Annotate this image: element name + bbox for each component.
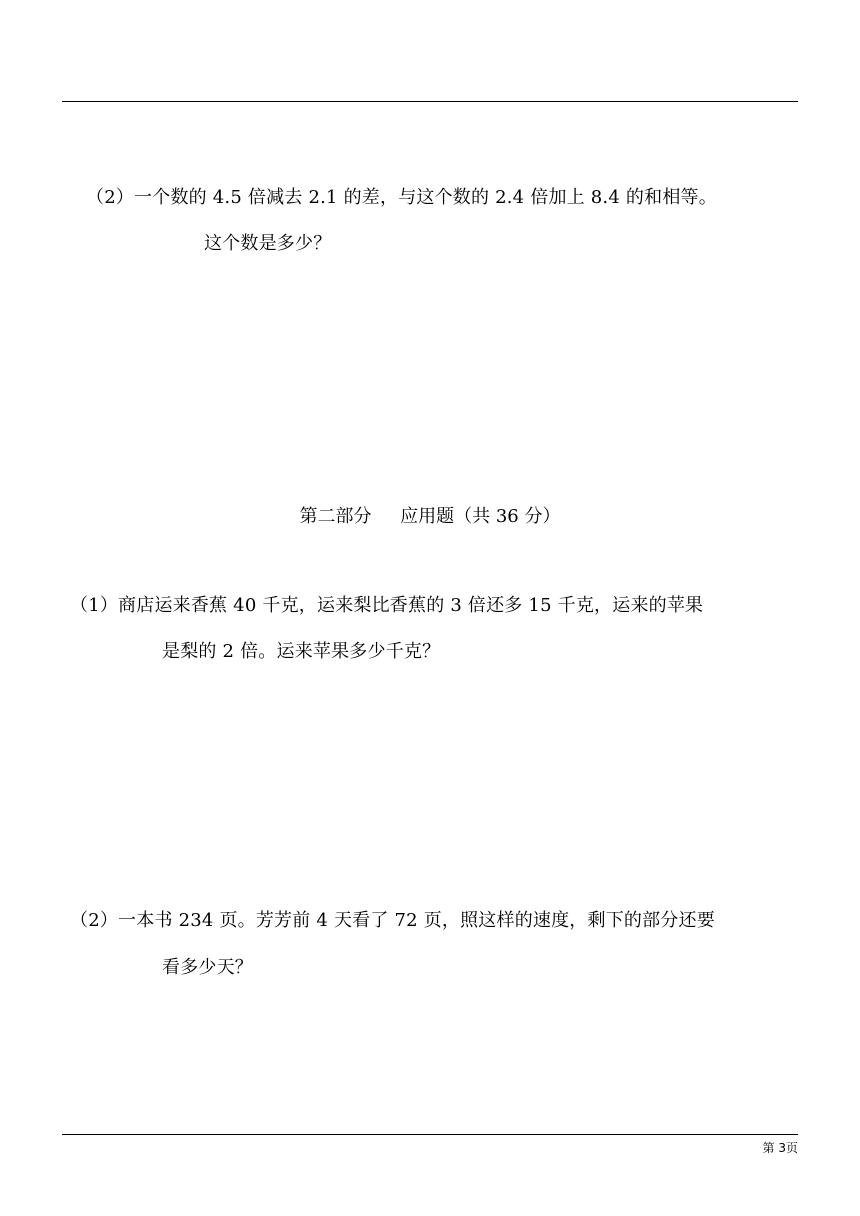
part2-question-1-line-1: （1）商店运来香蕉 40 千克，运来梨比香蕉的 3 倍还多 15 千克，运来的苹果 [70,595,704,616]
page-number: 第 3页 [762,1141,798,1155]
header-rule [62,101,798,102]
part2-question-2-line-1: （2）一本书 234 页。芳芳前 4 天看了 72 页，照这样的速度，剩下的部分还要 [70,910,715,931]
part2-question-2-line-2: 看多少天？ [162,957,253,978]
footer-rule [62,1134,798,1135]
part2-question-1-line-2: 是梨的 2 倍。运来苹果多少千克？ [162,641,441,662]
part1-question-2-line-1: （2）一个数的 4.5 倍减去 2.1 的差，与这个数的 2.4 倍加上 8.4 的和相等。 [86,187,717,208]
section-title: 第二部分 应用题（共 36 分） [299,506,561,527]
part1-question-2-line-2: 这个数是多少？ [204,233,332,254]
